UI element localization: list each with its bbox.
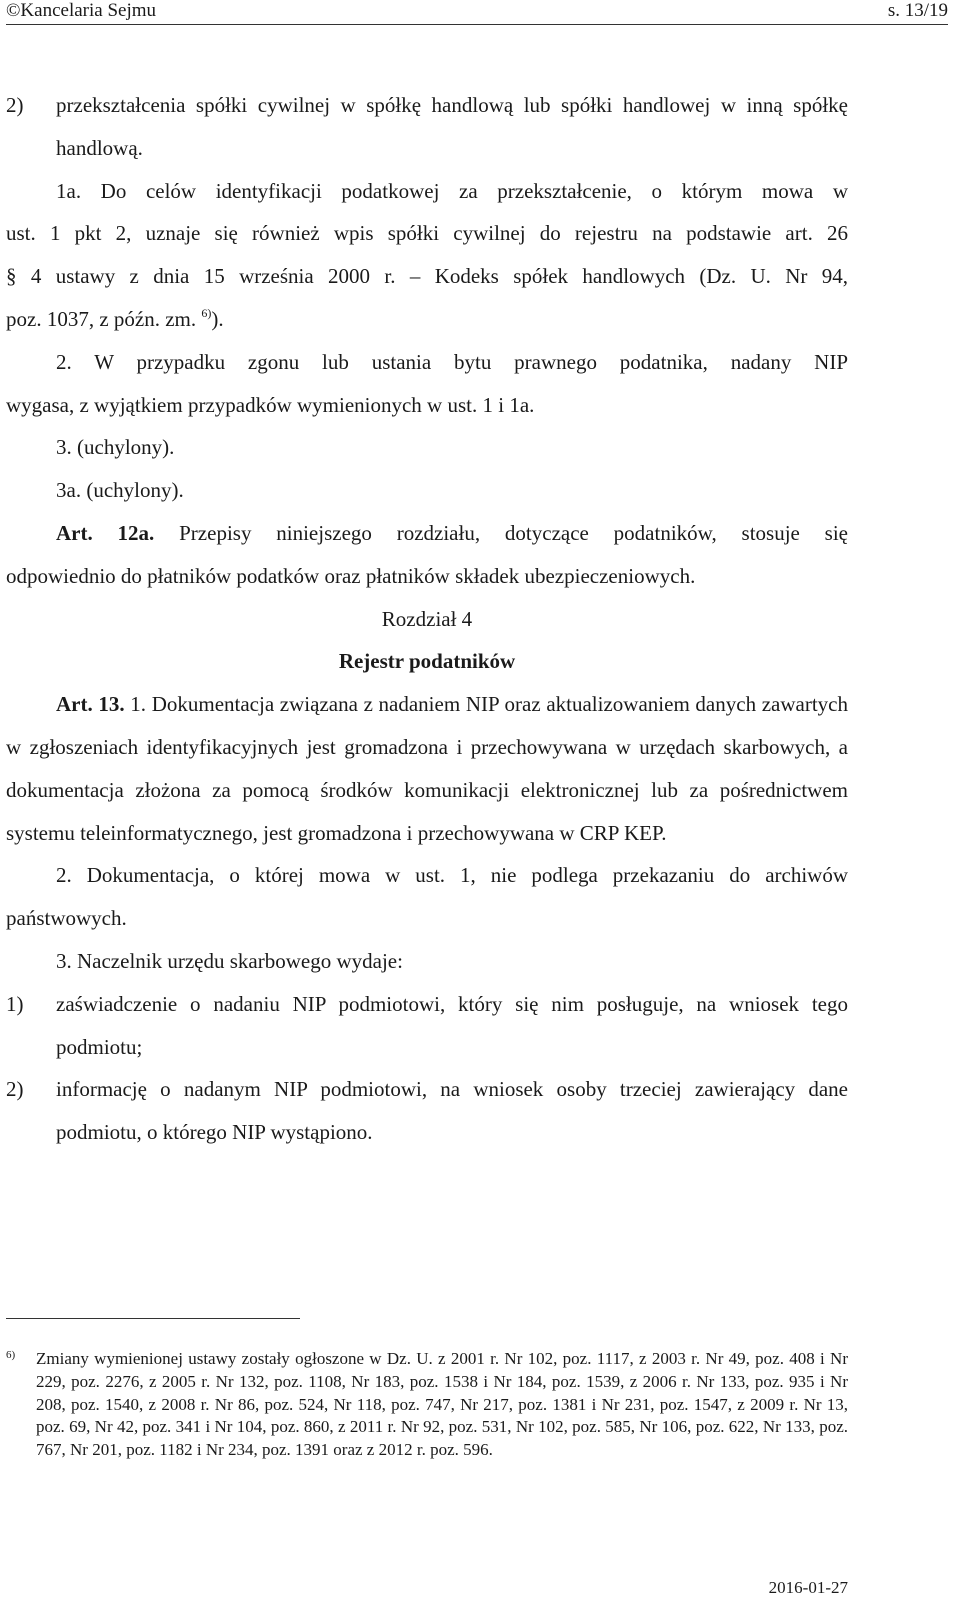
article-12a-line: odpowiednio do płatników podatków oraz płatników składek ubezpieczeniowych. — [6, 563, 696, 588]
document-date: 2016-01-27 — [768, 1578, 848, 1597]
document-body — [6, 84, 848, 1154]
paragraph-text: poz. 1037, z późn. zm. — [6, 306, 197, 331]
list-item-text: przekształcenia spółki cywilnej w spółkę handlową lub spółki handlowej w inną spółkę handlową. — [56, 93, 848, 160]
header-rule — [6, 24, 948, 25]
article-13-paragraph-1 — [6, 683, 848, 854]
footnote-mark: 6) — [6, 1349, 16, 1361]
article-text: 1. Dokumentacja związana z nadaniem NIP oraz aktualizowaniem danych zawartych w zgłoszeniach identyfikacyjnych jest gromadzona i przechowywana w urzędach skarbowych, a dokumentacja złożona za pomocą środków komunikacji elektronicznej lub za pośrednictwem systemu teleinformatycznego, jest gromadzona i przechowywana w CRP KEP. — [6, 692, 849, 845]
footnote-reference[interactable]: 6) — [201, 305, 212, 320]
list-item-2 — [6, 84, 848, 170]
list-item-number: 2) — [6, 93, 24, 117]
footnote-text: Zmiany wymienionej ustawy zostały ogłoszone w Dz. U. z 2001 r. Nr 102, poz. 1117, z 2003 r. Nr 49, poz. 408 i Nr 229, poz. 2276, z 2005 r. Nr 132, poz. 1108, Nr 183, poz. 1538 i Nr 184, poz. 1539, z 2006 r. Nr 133, poz. 935 i Nr 208, poz. 1540, z 2008 r. Nr 86, poz. 524, Nr 118, poz. 747, Nr 217, poz. 1381 i Nr 231, poz. 1547, z 2009 r. Nr 13, poz. 69, Nr 42, poz. 341 i Nr 104, poz. 860, z 2011 r. Nr 92, poz. 531, Nr 102, poz. 585, Nr 106, poz. 622, Nr 133, poz. 767, Nr 201, poz. 1182 i Nr 234, poz. 1391 oraz z 2012 r. poz. 596. — [36, 1349, 848, 1460]
article-label: Art. 12a. — [56, 520, 155, 545]
article-13-paragraph-2: 2. Dokumentacja, o której mowa w ust. 1, nie podlega przekazaniu do archiwów państwowych. — [6, 863, 848, 931]
paragraph-3: 3. (uchylony). — [56, 435, 175, 460]
paragraph-1a-line: § 4 ustawy z dnia 15 września 2000 r. – Kodeks spółek handlowych (Dz. U. Nr 94, — [6, 264, 848, 289]
paragraph-1a-line: ust. 1 pkt 2, uznaje się również wpis spółki cywilnej do rejestru na podstawie art. 26 — [6, 221, 848, 246]
paragraph-text: ). — [211, 306, 224, 331]
article-text: Przepisy niniejszego rozdziału, dotyczące podatników, stosuje się — [179, 520, 848, 545]
chapter-heading: Rozdział 4 — [381, 606, 473, 631]
list-item-number: 1) — [6, 991, 24, 1016]
list-item-number: 2) — [6, 1077, 24, 1102]
paragraph-2-line: wygasa, z wyjątkiem przypadków wymienionych w ust. 1 i 1a. — [6, 392, 535, 417]
paragraph-1a-line — [6, 298, 848, 341]
list-item-text: informację o nadanym NIP podmiotowi, na wniosek osoby trzeciej zawierający dane podmiotu, o którego NIP wystąpiono. — [56, 1077, 848, 1145]
paragraph-2-line: 2. W przypadku zgonu lub ustania bytu prawnego podatnika, nadany NIP — [56, 349, 848, 374]
footnote-separator — [6, 1318, 300, 1319]
header-page-number: s. 13/19 — [887, 0, 948, 21]
article-12a-line — [6, 512, 848, 555]
list-item-1 — [6, 983, 848, 1069]
chapter-title: Rejestr podatników — [338, 649, 516, 674]
paragraph-1a-line: 1a. Do celów identyfikacji podatkowej za przekształcenie, o którym mowa w — [56, 178, 848, 203]
article-label: Art. 13. — [56, 692, 125, 717]
paragraph-3a: 3a. (uchylony). — [56, 478, 184, 503]
list-item-2b — [6, 1068, 848, 1154]
list-item-text: zaświadczenie o nadaniu NIP podmiotowi, który się nim posługuje, na wniosek tego podmiotu; — [56, 991, 848, 1059]
footnote — [6, 1348, 848, 1462]
page-header — [6, 0, 948, 24]
header-publisher: ©Kancelaria Sejmu — [6, 0, 157, 21]
article-13-paragraph-3: 3. Naczelnik urzędu skarbowego wydaje: — [56, 948, 403, 973]
